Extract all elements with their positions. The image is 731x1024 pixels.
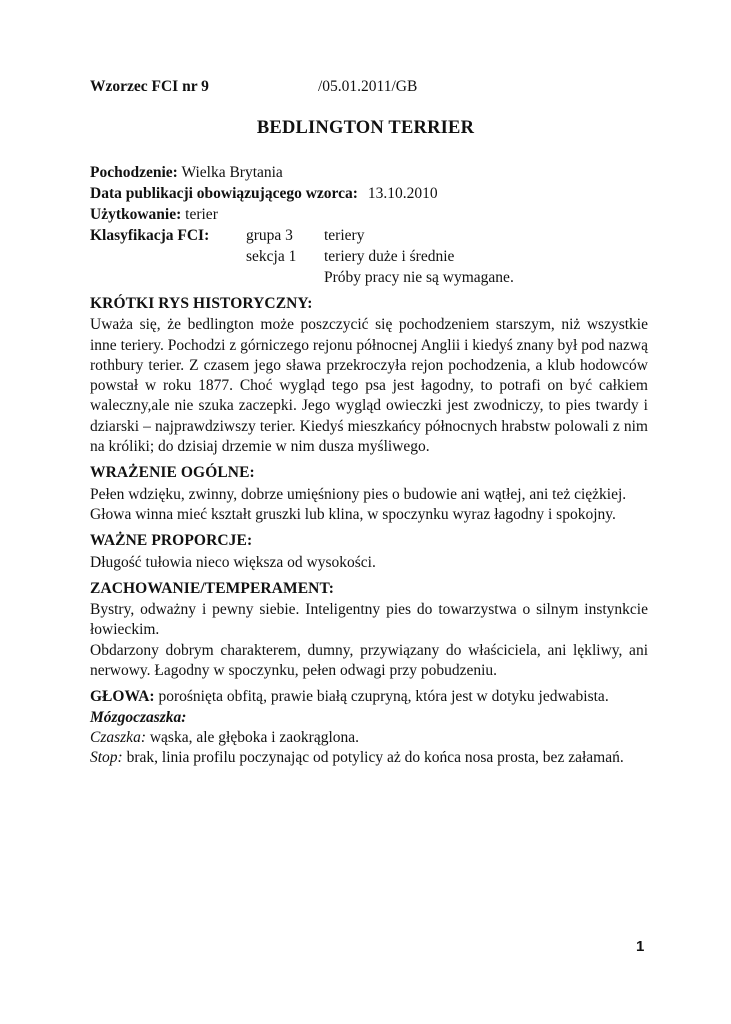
- publication-row: [90, 183, 650, 204]
- classification-note-row: [90, 267, 650, 288]
- classification-group-value: teriery: [324, 227, 365, 244]
- history-section: [90, 294, 648, 457]
- use-label: Użytkowanie:: [90, 206, 182, 223]
- head-section: [90, 687, 648, 768]
- standard-number: Wzorzec FCI nr 9: [90, 78, 209, 95]
- classification-label: Klasyfikacja FCI:: [90, 227, 210, 244]
- stop-text: brak, linia profilu poczynając od potylicy aż do końca nosa prosta, bez załamań.: [126, 749, 624, 767]
- stop-row: [90, 748, 648, 768]
- temperament-section: [90, 579, 648, 681]
- standard-info: [90, 162, 650, 288]
- general-text-2: Głowa winna mieć kształt gruszki lub klina, w spoczynku wyraz łagodny i spokojny.: [90, 505, 616, 523]
- head-heading: GŁOWA:: [90, 688, 155, 706]
- document-header: [90, 78, 418, 96]
- use-row: [90, 204, 650, 225]
- origin-value: Wielka Brytania: [181, 164, 283, 181]
- proportions-text: Długość tułowia nieco większa od wysokości.: [90, 553, 376, 571]
- skull-row: [90, 728, 648, 748]
- classification-note: Próby pracy nie są wymagane.: [324, 269, 514, 286]
- temperament-heading: ZACHOWANIE/TEMPERAMENT:: [90, 579, 334, 597]
- standard-body: [90, 294, 648, 775]
- temperament-text-2: Obdarzony dobrym charakterem, dumny, przywiązany do właściciela, ani lękliwy, ani nerwowy. Łagodny w spoczynku, pełen odwagi przy pobudzeniu.: [90, 641, 648, 680]
- origin-label: Pochodzenie:: [90, 164, 178, 181]
- history-heading: KRÓTKI RYS HISTORYCZNY:: [90, 295, 313, 312]
- publication-value: 13.10.2010: [367, 185, 438, 202]
- history-text: Uważa się, że bedlington może poszczycić się pochodzeniem starszym, niż wszystkie inne teriery. Pochodzi z górniczego rejonu północnej Anglii i kiedyś znany był pod nazwą rothbury terier. Z czasem jego sława przekroczyła rejon pochodzenia, a klub hodowców powstał w roku 1877. Choć wygląd tego psa jest łagodny, to potrafi on być całkiem waleczny,ale nie szuka zaczepki. Jego wygląd owieczki jest zwodniczy, to pies twardy i dziarski – najprawdziwszy terier. Kiedyś mieszkańcy północnych hrabstw polowali z nim na króliki; do dzisiaj drzemie w nim dusza myśliwego.: [90, 316, 648, 456]
- page-number: 1: [636, 938, 645, 955]
- publication-label: Data publikacji obowiązującego wzorca:: [90, 185, 358, 202]
- proportions-heading: WAŻNE PROPORCJE:: [90, 532, 253, 550]
- general-heading: WRAŻENIE OGÓLNE:: [90, 464, 255, 482]
- skull-text: wąska, ale głęboka i zaokrąglona.: [149, 728, 360, 746]
- general-text-1: Pełen wdzięku, zwinny, dobrze umięśniony pies o budowie ani wątłej, ani też ciężkiej.: [90, 485, 627, 503]
- classification-section-value: teriery duże i średnie: [324, 248, 455, 265]
- origin-row: [90, 162, 650, 183]
- standard-date-code: /05.01.2011/GB: [318, 78, 418, 95]
- temperament-text-1: Bystry, odważny i pewny siebie. Inteligentny pies do towarzystwa o silnym instynkcie łowieckim.: [90, 601, 648, 639]
- classification-section-row: [90, 246, 650, 267]
- proportions-section: [90, 531, 648, 573]
- classification-group: grupa 3: [246, 227, 293, 244]
- head-paragraph: [90, 687, 648, 707]
- classification-row: [90, 225, 650, 246]
- stop-label: Stop:: [90, 749, 123, 767]
- head-text: porośnięta obfitą, prawie białą czupryną, która jest w dotyku jedwabista.: [158, 688, 609, 706]
- general-section: [90, 463, 648, 525]
- cranial-heading: Mózgoczaszka:: [90, 708, 187, 726]
- breed-title: BEDLINGTON TERRIER: [256, 118, 475, 138]
- classification-section: sekcja 1: [246, 248, 297, 265]
- use-value: terier: [185, 206, 218, 223]
- skull-label: Czaszka:: [90, 728, 146, 746]
